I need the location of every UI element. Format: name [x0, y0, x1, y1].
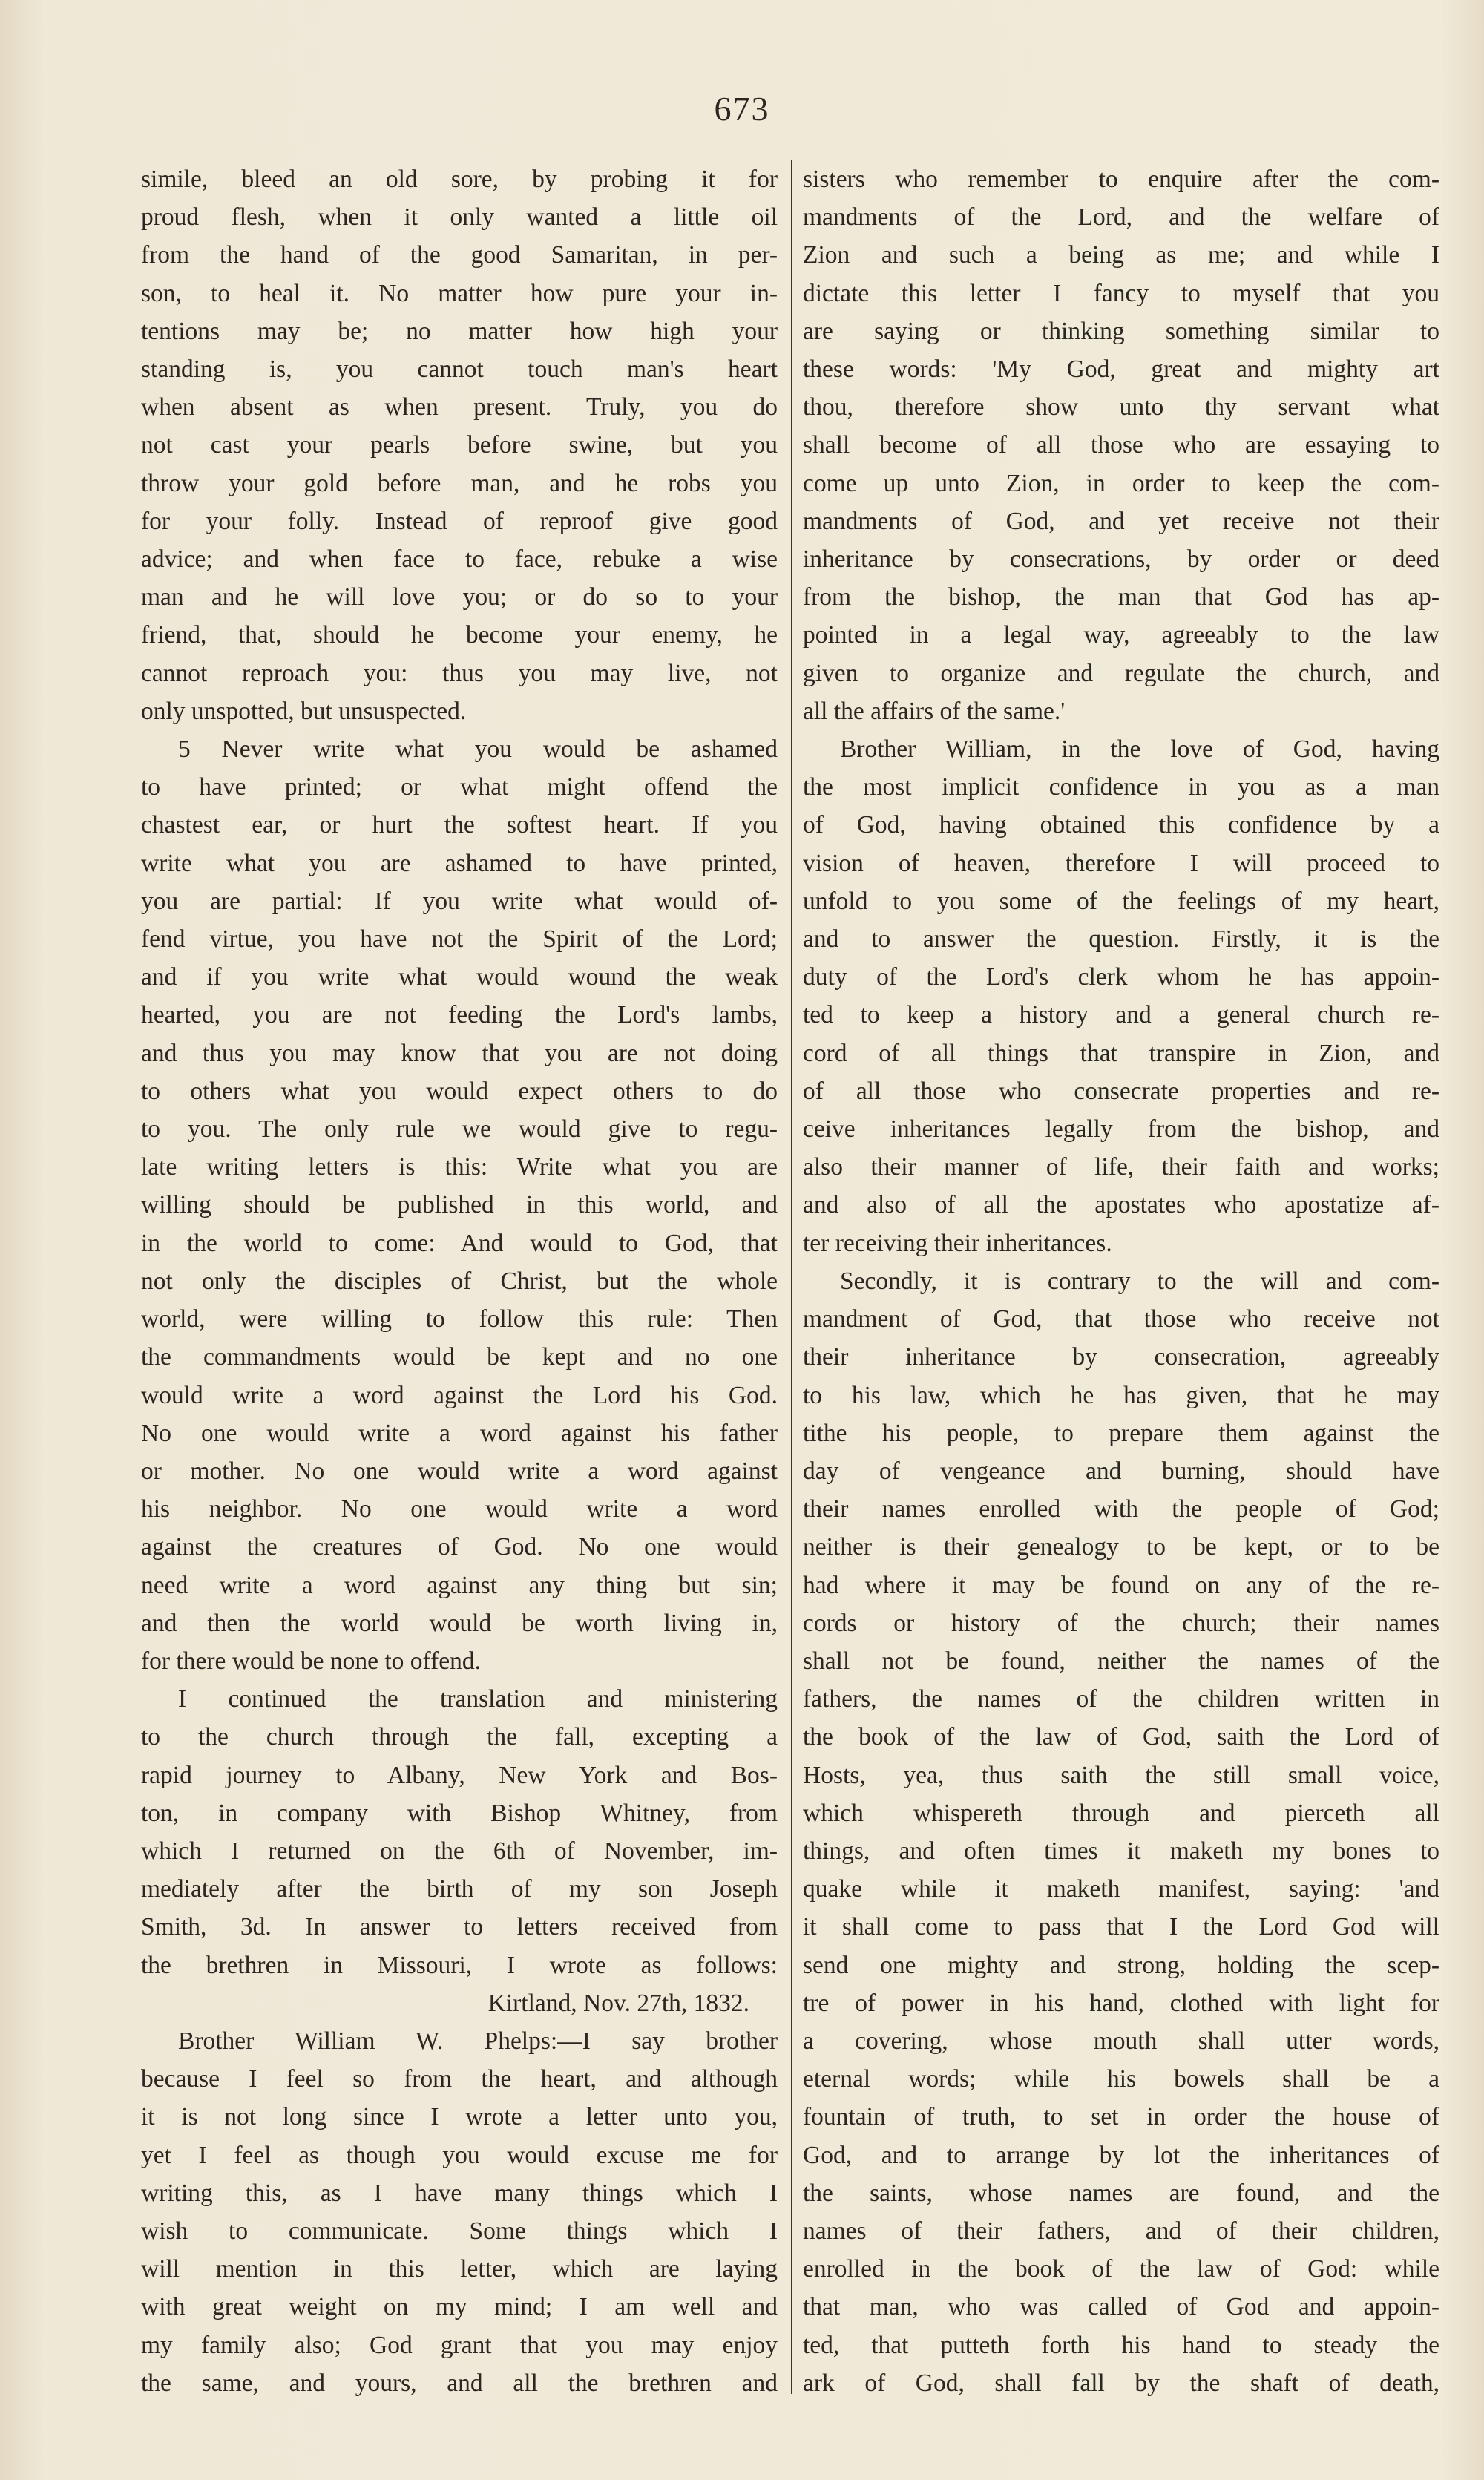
text-line: to the church through the fall, excepting a: [141, 1723, 778, 1751]
text-line: Hosts, yea, thus saith the still small voice,: [803, 1761, 1439, 1789]
text-line: these words: 'My God, great and mighty art: [803, 355, 1439, 384]
text-line: rapid journey to Albany, New York and Bos-: [141, 1761, 778, 1789]
text-line: throw your gold before man, and he robs you: [141, 469, 778, 497]
text-line: writing this, as I have many things which I: [141, 2179, 778, 2207]
text-line: also their manner of life, their faith and works;: [803, 1153, 1439, 1181]
text-line: chastest ear, or hurt the softest heart. If you: [141, 811, 778, 839]
text-line: cord of all things that transpire in Zion, and: [803, 1039, 1439, 1067]
text-line: tentions may be; no matter how high your: [141, 317, 778, 345]
text-line: because I feel so from the heart, and although: [141, 2065, 778, 2093]
text-line: and also of all the apostates who apostatize af-: [803, 1191, 1439, 1219]
text-line: God, and to arrange by lot the inheritances of: [803, 2141, 1439, 2169]
text-line: enrolled in the book of the law of God: while: [803, 2255, 1439, 2283]
text-line: which I returned on the 6th of November, im-: [141, 1837, 778, 1865]
text-line: No one would write a word against his father: [141, 1419, 778, 1447]
text-line: yet I feel as though you would excuse me for: [141, 2141, 778, 2169]
text-line: vision of heaven, therefore I will proceed to: [803, 849, 1439, 877]
text-line: the book of the law of God, saith the Lord of: [803, 1723, 1439, 1751]
text-line: fend virtue, you have not the Spirit of the Lord;: [141, 925, 778, 954]
text-line: ted to keep a history and a general church re-: [803, 1001, 1439, 1029]
text-line: advice; and when face to face, rebuke a wise: [141, 545, 778, 574]
text-line: with great weight on my mind; I am well and: [141, 2293, 778, 2321]
text-line: and thus you may know that you are not doing: [141, 1039, 778, 1067]
text-line: names of their fathers, and of their children,: [803, 2217, 1439, 2245]
text-line: son, to heal it. No matter how pure your in-: [141, 279, 778, 307]
text-line: given to organize and regulate the church, and: [803, 659, 1439, 687]
text-line: or mother. No one would write a word against: [141, 1457, 778, 1485]
text-line: come up unto Zion, in order to keep the com-: [803, 469, 1439, 497]
text-line: 5 Never write what you would be ashamed: [178, 735, 778, 764]
text-line: day of vengeance and burning, should have: [803, 1457, 1439, 1485]
text-line: you are partial: If you write what would of-: [141, 887, 778, 915]
text-line: late writing letters is this: Write what you are: [141, 1153, 778, 1181]
text-line: against the creatures of God. No one would: [141, 1533, 778, 1561]
text-line: fountain of truth, to set in order the house of: [803, 2103, 1439, 2131]
text-line: unfold to you some of the feelings of my heart,: [803, 887, 1439, 915]
text-line: neither is their genealogy to be kept, or to be: [803, 1533, 1439, 1561]
text-line: his neighbor. No one would write a word: [141, 1495, 778, 1523]
text-line: tithe his people, to prepare them against the: [803, 1419, 1439, 1447]
column-divider: [789, 160, 792, 2394]
text-line: that man, who was called of God and appoin-: [803, 2293, 1439, 2321]
text-line: and if you write what would wound the weak: [141, 963, 778, 991]
text-line: for your folly. Instead of reproof give good: [141, 507, 778, 535]
text-line: a covering, whose mouth shall utter words,: [803, 2027, 1439, 2055]
text-line: sisters who remember to enquire after the com-: [803, 165, 1439, 193]
text-line: are saying or thinking something similar to: [803, 317, 1439, 345]
text-line: from the bishop, the man that God has ap-: [803, 583, 1439, 611]
text-line: their names enrolled with the people of God;: [803, 1495, 1439, 1523]
text-line: from the hand of the good Samaritan, in per-: [141, 241, 778, 269]
text-line: Secondly, it is contrary to the will and com-: [840, 1267, 1439, 1295]
text-line: man and he will love you; or do so to your: [141, 583, 778, 611]
text-line: friend, that, should he become your enemy, he: [141, 621, 778, 649]
text-line: it shall come to pass that I the Lord God will: [803, 1913, 1439, 1941]
text-line: duty of the Lord's clerk whom he has appoin-: [803, 963, 1439, 991]
text-line: send one mighty and strong, holding the scep-: [803, 1951, 1439, 1979]
text-line: Zion and such a being as me; and while I: [803, 241, 1439, 269]
text-line: ter receiving their inheritances.: [803, 1229, 1112, 1257]
text-line: and then the world would be worth living in,: [141, 1609, 778, 1637]
text-line: ton, in company with Bishop Whitney, from: [141, 1799, 778, 1827]
text-line: of all those who consecrate properties and re-: [803, 1077, 1439, 1105]
text-line: pointed in a legal way, agreeably to the law: [803, 621, 1439, 649]
text-line: I continued the translation and ministering: [178, 1685, 778, 1713]
text-line: tre of power in his hand, clothed with light for: [803, 1989, 1439, 2017]
text-line: quake while it maketh manifest, saying: 'and: [803, 1875, 1439, 1903]
text-line: the commandments would be kept and no one: [141, 1343, 778, 1371]
text-line: to his law, which he has given, that he may: [803, 1381, 1439, 1409]
text-line: thou, therefore show unto thy servant what: [803, 393, 1439, 421]
text-line: inheritance by consecrations, by order or deed: [803, 545, 1439, 574]
text-line: mandment of God, that those who receive not: [803, 1305, 1439, 1334]
text-line: and to answer the question. Firstly, it is the: [803, 925, 1439, 954]
text-line: cords or history of the church; their names: [803, 1609, 1439, 1637]
text-line: in the world to come: And would to God, that: [141, 1229, 778, 1257]
text-line: the brethren in Missouri, I wrote as follows:: [141, 1951, 778, 1979]
text-line: not cast your pearls before swine, but you: [141, 431, 778, 459]
text-line: had where it may be found on any of the re-: [803, 1571, 1439, 1599]
text-line: world, were willing to follow this rule: Then: [141, 1305, 778, 1334]
text-line: the saints, whose names are found, and the: [803, 2179, 1439, 2207]
left-column: [141, 160, 778, 2402]
text-line: my family also; God grant that you may enjoy: [141, 2331, 778, 2359]
text-line: shall not be found, neither the names of the: [803, 1647, 1439, 1675]
text-line: will mention in this letter, which are laying: [141, 2255, 778, 2283]
text-line: need write a word against any thing but sin;: [141, 1571, 778, 1599]
text-line: of God, having obtained this confidence by a: [803, 811, 1439, 839]
text-line: Brother William W. Phelps:—I say brother: [178, 2027, 778, 2055]
text-line: Brother William, in the love of God, having: [840, 735, 1439, 764]
text-line: write what you are ashamed to have printed,: [141, 849, 778, 877]
text-line: when absent as when present. Truly, you do: [141, 393, 778, 421]
text-line: which whispereth through and pierceth all: [803, 1799, 1439, 1827]
text-line: mandments of God, and yet receive not their: [803, 507, 1439, 535]
letter-dateline: Kirtland, Nov. 27th, 1832.: [487, 1989, 749, 2017]
text-line: would write a word against the Lord his God.: [141, 1381, 778, 1409]
text-line: to you. The only rule we would give to regu-: [141, 1115, 778, 1144]
text-line: hearted, you are not feeding the Lord's lambs,: [141, 1001, 778, 1029]
text-line: not only the disciples of Christ, but the whole: [141, 1267, 778, 1295]
text-line: wish to communicate. Some things which I: [141, 2217, 778, 2245]
text-line: their inheritance by consecration, agreeably: [803, 1343, 1439, 1371]
text-line: for there would be none to offend.: [141, 1647, 482, 1675]
text-line: fathers, the names of the children written in: [803, 1685, 1439, 1713]
text-line: ted, that putteth forth his hand to steady the: [803, 2331, 1439, 2359]
text-line: the most implicit confidence in you as a man: [803, 773, 1439, 801]
text-line: eternal words; while his bowels shall be a: [803, 2065, 1439, 2093]
text-line: the same, and yours, and all the brethren and: [141, 2369, 778, 2397]
text-line: to others what you would expect others to do: [141, 1077, 778, 1105]
right-column: [803, 160, 1439, 2402]
text-line: only unspotted, but unsuspected.: [141, 697, 467, 725]
text-line: willing should be published in this world, and: [141, 1191, 778, 1219]
text-line: mandments of the Lord, and the welfare of: [803, 203, 1439, 232]
text-line: things, and often times it maketh my bones to: [803, 1837, 1439, 1865]
text-line: shall become of all those who are essaying to: [803, 431, 1439, 459]
text-line: standing is, you cannot touch man's heart: [141, 355, 778, 384]
text-line: simile, bleed an old sore, by probing it for: [141, 165, 778, 193]
page-number: 673: [714, 90, 770, 128]
text-line: proud flesh, when it only wanted a little oil: [141, 203, 778, 232]
text-line: all the affairs of the same.': [803, 697, 1066, 725]
text-line: Smith, 3d. In answer to letters received from: [141, 1913, 778, 1941]
text-line: dictate this letter I fancy to myself that you: [803, 279, 1439, 307]
text-line: ark of God, shall fall by the shaft of death,: [803, 2369, 1439, 2397]
text-line: cannot reproach you: thus you may live, not: [141, 659, 778, 687]
text-line: to have printed; or what might offend the: [141, 773, 778, 801]
text-line: ceive inheritances legally from the bishop, and: [803, 1115, 1439, 1144]
text-line: it is not long since I wrote a letter unto you,: [141, 2103, 778, 2131]
text-line: mediately after the birth of my son Joseph: [141, 1875, 778, 1903]
